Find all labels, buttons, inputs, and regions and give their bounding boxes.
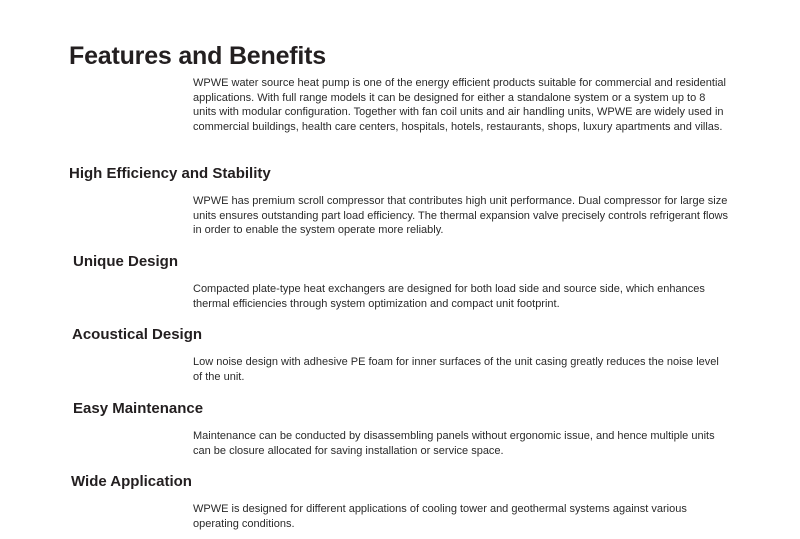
section-heading-high-efficiency: High Efficiency and Stability — [69, 165, 271, 182]
section-body-acoustical-design: Low noise design with adhesive PE foam for inner surfaces of the unit casing greatly reduces the noise level of the unit. — [193, 356, 719, 383]
section-body-high-efficiency: WPWE has premium scroll compressor that contributes high unit performance. Dual compressor for large size units ensures outstanding part load efficiency. The thermal expansion valve precisely controls refrigerant flows in order to enable the system operate more reliably. — [193, 195, 729, 237]
section-heading-wide-application: Wide Application — [71, 473, 192, 490]
section-heading-unique-design: Unique Design — [73, 253, 179, 270]
section-heading-easy-maintenance: Easy Maintenance — [73, 400, 204, 417]
page-title: Features and Benefits — [69, 42, 326, 70]
intro-paragraph: WPWE water source heat pump is one of the energy efficient products suitable for commercial and residential applications. With full range models it can be designed for either a standalone system or a system up to 8 units with modular configuration. Together with fan coil units and air handling units, WPWE are widely used in commercial buildings, health care centers, hospitals, hotels, restaurants, shops, luxury apartments and villas. — [193, 77, 726, 133]
section-heading-acoustical-design: Acoustical Design — [72, 326, 203, 343]
section-body-wide-application: WPWE is designed for different applications of cooling tower and geothermal systems against various operating conditions. — [193, 503, 687, 530]
section-body-easy-maintenance: Maintenance can be conducted by disassembling panels without ergonomic issue, and hence multiple units can be closure allocated for saving installation or service space. — [193, 430, 715, 457]
section-body-unique-design: Compacted plate-type heat exchangers are designed for both load side and source side, which enhances thermal efficiencies through system optimization and compact unit footprint. — [193, 283, 705, 310]
